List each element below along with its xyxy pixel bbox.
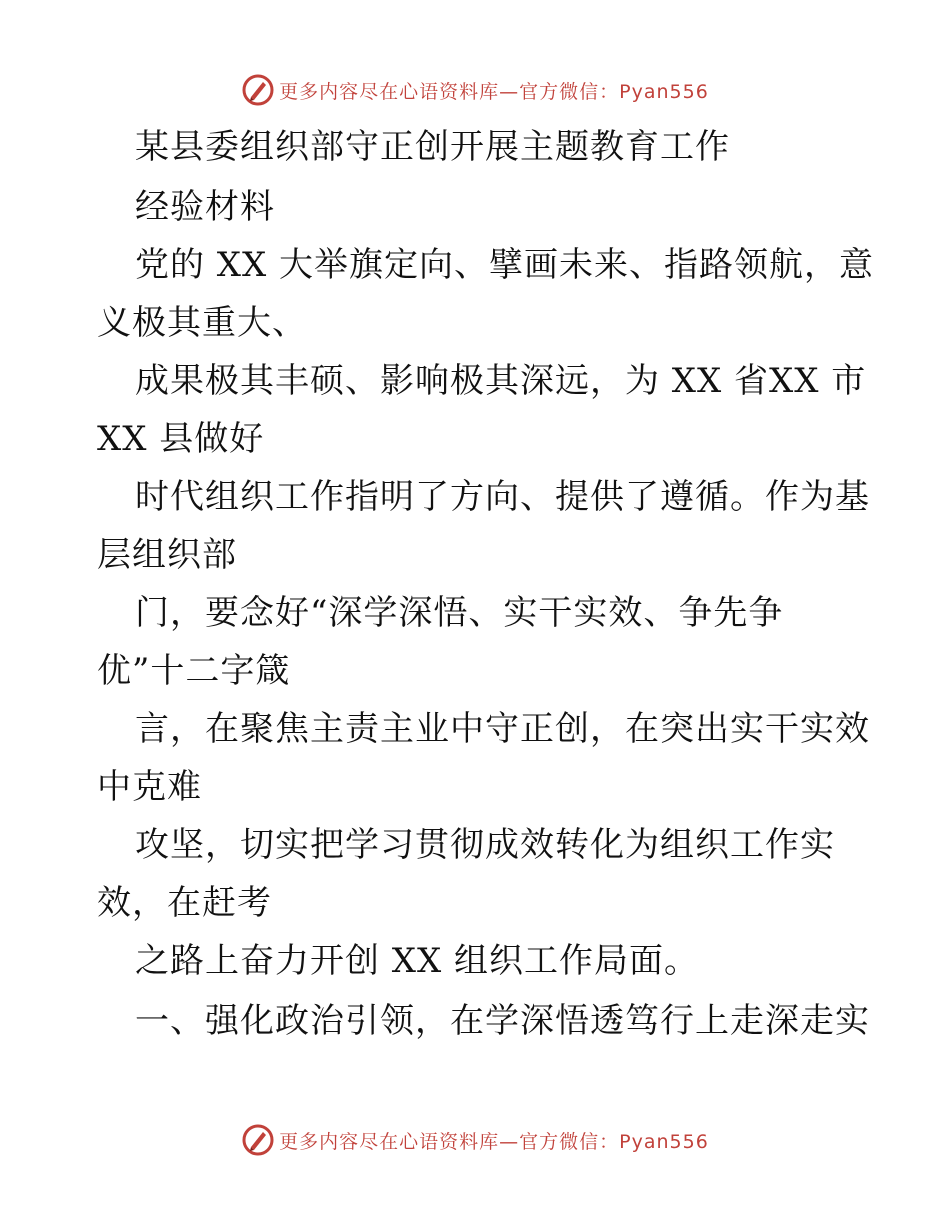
footer-watermark (0, 1120, 950, 1160)
watermark-text: 更多内容尽在心语资料库—官方微信：Pyan556 (279, 1130, 709, 1153)
document-title-line-1: 某县委组织部守正创开展主题教育工作 (135, 127, 730, 167)
paragraph-line: 成果极其丰硕、影响极其深远，为 XX 省XX 市 (135, 361, 867, 401)
pen-logo-icon (241, 73, 275, 107)
watermark-text: 更多内容尽在心语资料库—官方微信：Pyan556 (279, 80, 709, 103)
paragraph-line: XX 县做好 (97, 419, 265, 459)
pen-logo-icon (241, 1123, 275, 1157)
paragraph-line: 中克难 (97, 767, 202, 807)
paragraph-line: 攻坚，切实把学习贯彻成效转化为组织工作实 (135, 825, 835, 865)
paragraph-line: 之路上奋力开创 XX 组织工作局面。 (135, 941, 700, 981)
paragraph-line: 时代组织工作指明了方向、提供了遵循。作为基 (135, 477, 870, 517)
document-title-line-2: 经验材料 (135, 187, 275, 227)
paragraph-line: 党的 XX 大举旗定向、擘画未来、指路领航，意 (135, 245, 875, 285)
paragraph-line: 优”十二字箴 (97, 651, 291, 691)
paragraph-line: 层组织部 (97, 535, 237, 575)
section-heading: 一、强化政治引领，在学深悟透笃行上走深走实 (135, 1001, 870, 1041)
paragraph-line: 门，要念好“深学深悟、实干实效、争先争 (135, 593, 784, 633)
paragraph-line: 言，在聚焦主责主业中守正创，在突出实干实效 (135, 709, 870, 749)
header-watermark (0, 70, 950, 110)
paragraph-line: 义极其重大、 (97, 303, 307, 343)
paragraph-line: 效，在赶考 (97, 883, 272, 923)
